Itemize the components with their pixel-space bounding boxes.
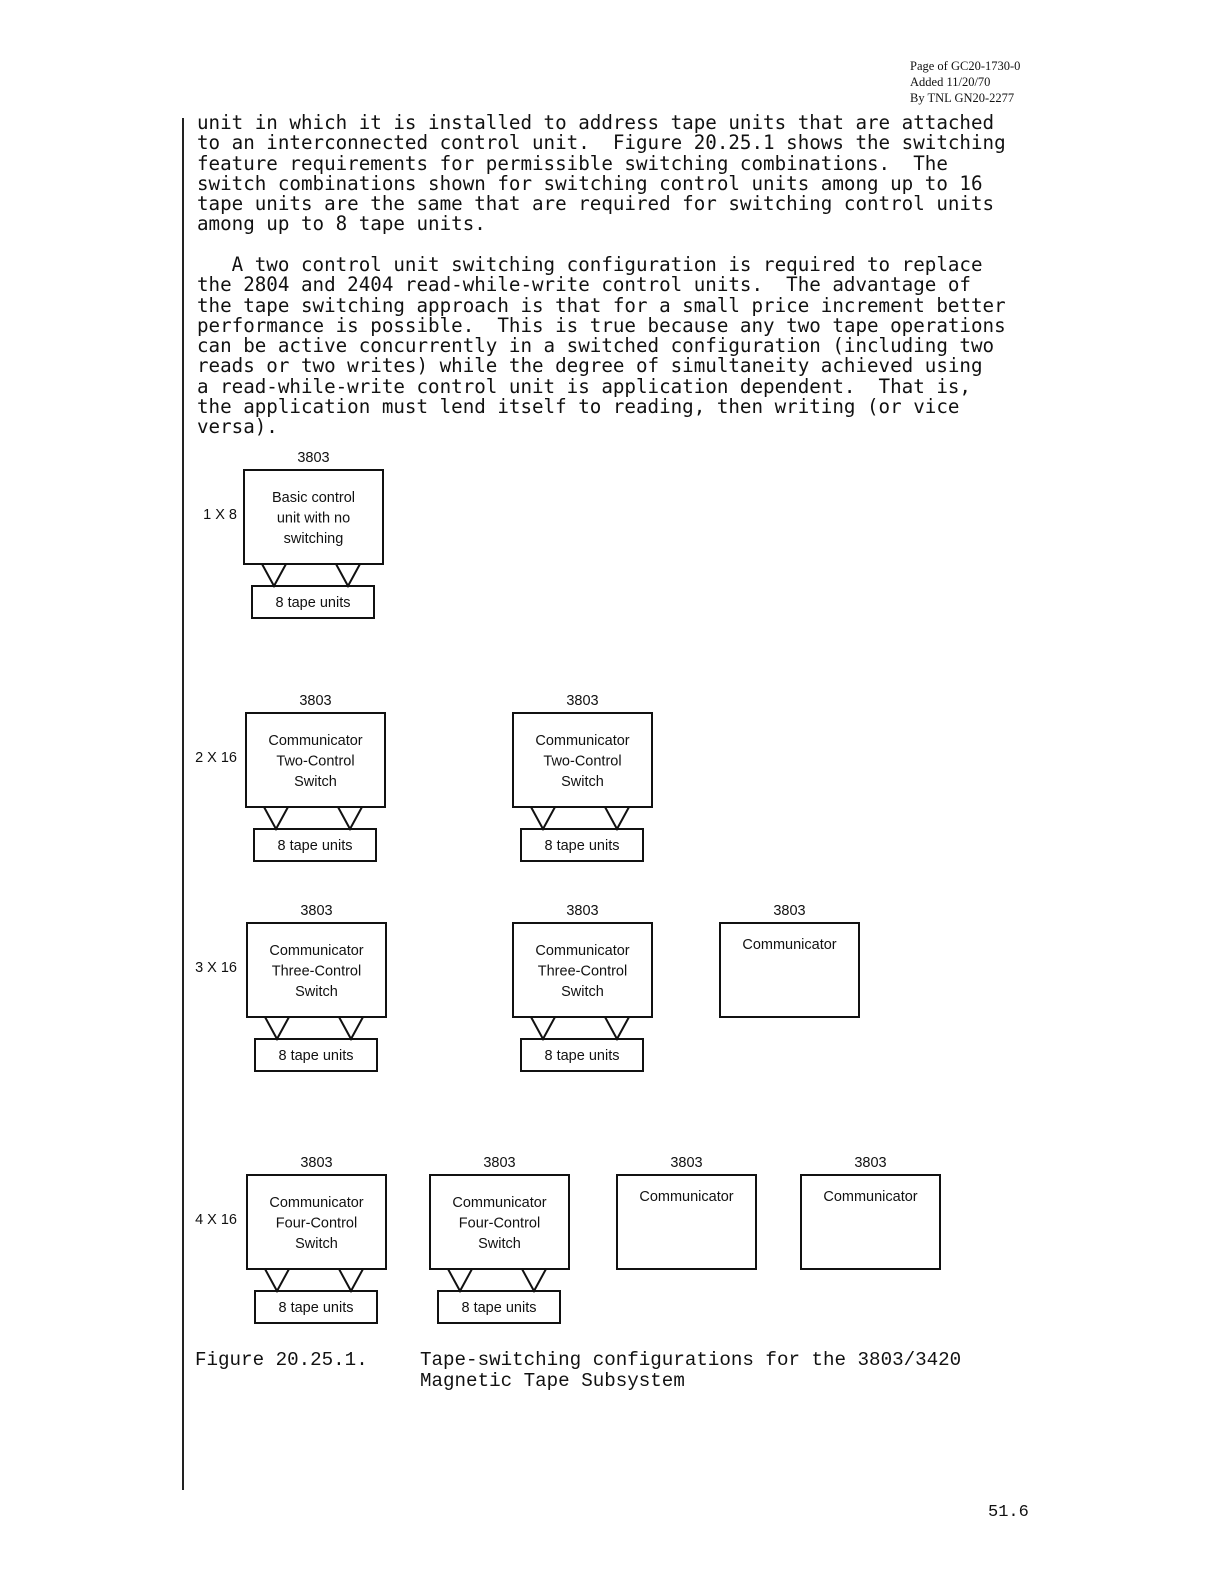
unit-model-label: 3803	[300, 1155, 333, 1171]
control-unit-text: unit with no	[276, 510, 351, 527]
unit-model-label: 3803	[297, 450, 330, 466]
control-unit-text: Communicator	[639, 1189, 734, 1205]
control-unit-text: Communicator	[535, 943, 630, 959]
unit-model-label: 3803	[773, 903, 806, 919]
control-unit-text: Three-Control	[537, 963, 628, 980]
header-added-date: Added 11/20/70	[910, 75, 991, 89]
connector-arrow	[531, 1017, 555, 1039]
control-unit-text: Communicator	[268, 733, 363, 749]
connector-arrow	[264, 807, 288, 829]
control-unit-text: Switch	[478, 1236, 521, 1252]
unit-model-label: 3803	[483, 1155, 516, 1171]
unit-model-label: 3803	[299, 693, 332, 709]
row-label: 4 X 16	[195, 1212, 237, 1228]
connector-arrow	[531, 807, 555, 829]
tape-units-label: 8 tape units	[278, 1300, 354, 1316]
tape-units-label: 8 tape units	[544, 1048, 620, 1064]
control-unit-text: Four-Control	[458, 1215, 541, 1232]
control-unit-text: Communicator	[269, 943, 364, 959]
unit-model-label: 3803	[300, 903, 333, 919]
control-unit-text: switching	[283, 531, 344, 547]
tape-units-label: 8 tape units	[544, 838, 620, 854]
connector-arrow	[339, 1017, 363, 1039]
row-label: 2 X 16	[195, 750, 237, 766]
control-unit-text: Switch	[295, 984, 338, 1000]
control-unit-text: Communicator	[535, 733, 630, 749]
connector-arrow	[265, 1269, 289, 1291]
control-unit-text: Four-Control	[275, 1215, 358, 1232]
tape-units-label: 8 tape units	[277, 838, 353, 854]
unit-model-label: 3803	[566, 903, 599, 919]
figure-caption: Tape-switching configurations for the 3803/3420 Magnetic Tape Subsystem	[420, 1349, 962, 1392]
control-unit-text: Switch	[294, 774, 337, 790]
connector-arrow	[605, 1017, 629, 1039]
connector-arrow	[522, 1269, 546, 1291]
control-unit-text: Communicator	[269, 1195, 364, 1211]
connector-arrow	[338, 807, 362, 829]
connector-arrow	[339, 1269, 363, 1291]
control-unit-text: Communicator	[452, 1195, 547, 1211]
control-unit-text: Three-Control	[271, 963, 362, 980]
row-label: 3 X 16	[195, 960, 237, 976]
unit-model-label: 3803	[566, 693, 599, 709]
figure-number: Figure 20.25.1.	[195, 1349, 368, 1371]
control-unit-text: Basic control	[271, 490, 356, 506]
connector-arrow	[262, 564, 286, 586]
row-label: 1 X 8	[203, 507, 237, 523]
page-number: 51.6	[988, 1503, 1029, 1522]
tape-units-label: 8 tape units	[275, 595, 351, 611]
connector-arrow	[336, 564, 360, 586]
control-unit-text: Two-Control	[543, 753, 622, 770]
unit-model-label: 3803	[854, 1155, 887, 1171]
control-unit-text: Switch	[561, 774, 604, 790]
control-unit-text: Communicator	[823, 1189, 918, 1205]
control-unit-text: Switch	[561, 984, 604, 1000]
connector-arrow	[265, 1017, 289, 1039]
tape-units-label: 8 tape units	[461, 1300, 537, 1316]
connector-arrow	[448, 1269, 472, 1291]
control-unit-text: Switch	[295, 1236, 338, 1252]
header-page-ref: Page of GC20-1730-0	[910, 59, 1021, 73]
control-unit-text: Two-Control	[276, 753, 355, 770]
tape-units-label: 8 tape units	[278, 1048, 354, 1064]
paragraph-2: A two control unit switching configuration is required to replace the 2804 and 2404 read-while-write control units. The advantage of the tape switching approach is that for a small price increment better performance is possible. This is true because any two tape operations can be active concurrently in a switched configuration (including two reads or two writes) while the degree of simultaneity achieved using a read-while-write control unit is application dependent. That is, the application must lend itself to reading, then writing (or vice versa).	[197, 253, 1006, 439]
connector-arrow	[605, 807, 629, 829]
header-tnl: By TNL GN20-2277	[910, 91, 1015, 105]
control-unit-text: Communicator	[742, 937, 837, 953]
paragraph-1: unit in which it is installed to address tape units that are attached to an interconnected control unit. Figure 20.25.1 shows the switching feature requirements for permissible switching combinations. The switch combinations shown for switching control units among up to 16 tape units are the same that are required for switching control units among up to 8 tape units.	[197, 111, 1006, 236]
unit-model-label: 3803	[670, 1155, 703, 1171]
